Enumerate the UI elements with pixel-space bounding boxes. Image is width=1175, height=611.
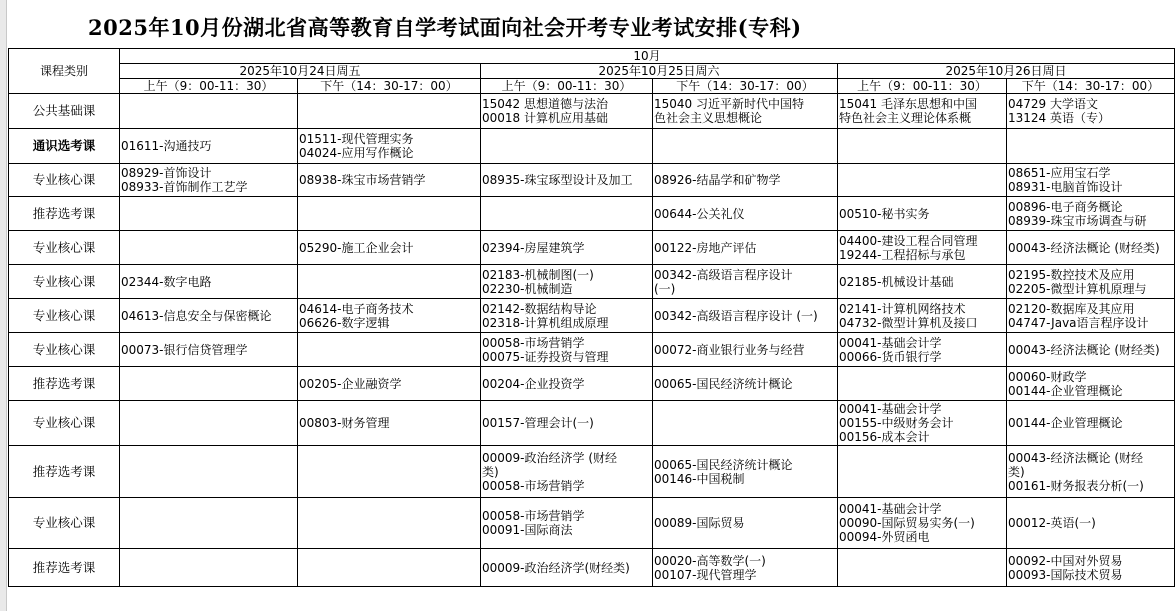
course-entry: 02230-机械制造 [482, 281, 573, 296]
course-entry: 02394-房屋建筑学 [482, 240, 585, 255]
course-cell[interactable] [653, 299, 838, 333]
category-cell[interactable] [9, 129, 120, 164]
category-cell[interactable] [9, 231, 120, 265]
course-cell[interactable] [120, 164, 298, 197]
course-cell[interactable] [838, 367, 1007, 401]
course-entry: 02142-数据结构导论 [482, 301, 597, 316]
course-cell[interactable] [653, 197, 838, 231]
course-entry: 00043-经济法概论 (财经类) [1008, 342, 1160, 357]
course-cell[interactable] [298, 197, 481, 231]
course-cell[interactable] [1007, 197, 1175, 231]
course-cell[interactable] [1007, 94, 1175, 129]
session-header: 上午（9：00-11：30） [143, 79, 274, 93]
category-cell[interactable] [9, 265, 120, 299]
course-cell[interactable] [481, 549, 653, 587]
course-entry: 00041-基础会计学 [839, 335, 942, 350]
course-entry: 00122-房地产评估 [654, 240, 757, 255]
course-entry: 00041-基础会计学 [839, 402, 942, 416]
course-cell[interactable] [481, 197, 653, 231]
course-entry: 02205-微型计算机原理与 [1008, 281, 1147, 296]
course-entry: 00896-电子商务概论 [1008, 199, 1123, 214]
course-entry: 00342-高级语言程序设计 [654, 267, 793, 282]
course-entry: 00072-商业银行业务与经营 [654, 342, 805, 357]
course-entry: 04024-应用写作概论 [299, 146, 414, 160]
row-header-strip [0, 0, 7, 611]
course-cell[interactable] [481, 94, 653, 129]
table-row [9, 231, 1175, 265]
course-entry: 00041-基础会计学 [839, 502, 942, 516]
course-cell[interactable] [1007, 164, 1175, 197]
table-row [9, 164, 1175, 197]
table-row [9, 549, 1175, 587]
course-cell[interactable] [120, 265, 298, 299]
course-entry: 02183-机械制图(一) [482, 267, 594, 282]
category-cell[interactable] [9, 367, 120, 401]
course-entry: 00644-公关礼仪 [654, 206, 745, 221]
course-cell[interactable] [653, 164, 838, 197]
course-entry: 08929-首饰设计 [121, 166, 212, 180]
course-cell[interactable] [653, 498, 838, 549]
course-entry: 00009-政治经济学(财经类) [482, 560, 630, 575]
course-cell[interactable] [481, 299, 653, 333]
course-entry: 00161-财务报表分析(一) [1008, 478, 1144, 493]
course-entry: 00156-成本会计 [839, 430, 930, 444]
course-cell[interactable] [481, 367, 653, 401]
course-cell[interactable] [298, 401, 481, 446]
course-cell[interactable] [298, 498, 481, 549]
course-entry: 04732-微型计算机及接口 [839, 315, 978, 330]
course-entry: 00020-高等数学(一) [654, 553, 766, 568]
course-entry: 00144-企业管理概论 [1008, 416, 1123, 430]
month-header-cell[interactable] [120, 49, 1175, 64]
course-cell[interactable] [1007, 333, 1175, 367]
session-header-cell[interactable] [481, 79, 653, 94]
exam-schedule-table [8, 48, 1175, 587]
category-cell[interactable] [9, 498, 120, 549]
category-label: 推荐选考课 [32, 559, 96, 575]
course-cell[interactable] [481, 401, 653, 446]
course-cell[interactable] [653, 549, 838, 587]
course-cell[interactable] [653, 231, 838, 265]
course-entry: 类) [482, 464, 499, 479]
course-entry: 08938-珠宝市场营销学 [299, 173, 426, 187]
course-cell[interactable] [298, 265, 481, 299]
session-header-cell[interactable] [838, 79, 1007, 94]
course-entry: 00012-英语(一) [1008, 516, 1096, 530]
course-entry: 00065-国民经济统计概论 [654, 457, 793, 472]
day-header-cell[interactable] [120, 64, 481, 79]
course-entry: 00093-国际技术贸易 [1008, 567, 1123, 582]
category-header: 课程类别 [39, 64, 88, 78]
table-row [9, 197, 1175, 231]
course-entry: 08926-结晶学和矿物学 [654, 173, 781, 187]
course-cell[interactable] [838, 549, 1007, 587]
course-cell[interactable] [653, 333, 838, 367]
course-entry: 04614-电子商务技术 [299, 301, 414, 316]
category-label: 专业核心课 [32, 273, 96, 289]
session-header-cell[interactable] [298, 79, 481, 94]
course-entry: 00205-企业融资学 [299, 376, 402, 391]
course-entry: 00090-国际贸易实务(一) [839, 516, 975, 530]
course-entry: 00043-经济法概论 (财经 [1008, 450, 1144, 465]
course-entry: 05290-施工企业会计 [299, 240, 414, 255]
course-cell[interactable] [120, 549, 298, 587]
course-entry: 04729 大学语文 [1008, 97, 1098, 111]
course-entry: 00058-市场营销学 [482, 478, 585, 493]
course-cell[interactable] [120, 367, 298, 401]
table-row [9, 265, 1175, 299]
course-cell[interactable] [838, 446, 1007, 498]
session-header: 下午（14：30-17：00） [320, 79, 458, 93]
category-cell[interactable] [9, 164, 120, 197]
course-entry: 00089-国际贸易 [654, 516, 745, 530]
day-header-cell[interactable] [838, 64, 1175, 79]
day-header: 2025年10月25日周六 [598, 64, 720, 78]
course-cell[interactable] [838, 265, 1007, 299]
course-entry: 00060-财政学 [1008, 369, 1087, 384]
course-cell[interactable] [298, 164, 481, 197]
course-cell[interactable] [481, 164, 653, 197]
course-cell[interactable] [1007, 401, 1175, 446]
table-row [9, 299, 1175, 333]
table-row [9, 129, 1175, 164]
course-entry: 00058-市场营销学 [482, 509, 585, 523]
course-cell[interactable] [653, 367, 838, 401]
title-row[interactable] [8, 0, 1174, 49]
course-cell[interactable] [1007, 367, 1175, 401]
table-row [9, 333, 1175, 367]
category-cell[interactable] [9, 94, 120, 129]
course-entry: 色社会主义思想概论 [654, 111, 763, 125]
course-entry: 15041 毛泽东思想和中国 [839, 97, 977, 111]
course-cell[interactable] [298, 299, 481, 333]
course-entry: 00107-现代管理学 [654, 567, 757, 582]
course-entry: 04747-Java语言程序设计 [1008, 315, 1149, 330]
course-cell[interactable] [120, 498, 298, 549]
session-header: 上午（9：00-11：30） [501, 79, 632, 93]
course-entry: 00510-秘书实务 [839, 206, 930, 221]
course-cell[interactable] [838, 129, 1007, 164]
category-cell[interactable] [9, 549, 120, 587]
course-cell[interactable] [481, 498, 653, 549]
session-header-cell[interactable] [1007, 79, 1175, 94]
course-entry: 15040 习近平新时代中国特 [654, 97, 804, 111]
course-entry: 00043-经济法概论 (财经类) [1008, 240, 1160, 255]
course-cell[interactable] [120, 401, 298, 446]
course-entry: 00058-市场营销学 [482, 335, 585, 350]
course-cell[interactable] [120, 231, 298, 265]
course-cell[interactable] [120, 129, 298, 164]
course-cell[interactable] [298, 333, 481, 367]
course-entry: 00018 计算机应用基础 [482, 111, 608, 125]
course-entry: 04400-建设工程合同管理 [839, 233, 978, 248]
course-cell[interactable] [838, 94, 1007, 129]
category-cell[interactable] [9, 197, 120, 231]
course-entry: 00803-财务管理 [299, 416, 390, 430]
table-row [9, 367, 1175, 401]
course-entry: 02318-计算机组成原理 [482, 315, 609, 330]
course-cell[interactable] [838, 164, 1007, 197]
course-entry: 00091-国际商法 [482, 523, 573, 537]
table-row [9, 498, 1175, 549]
course-cell[interactable] [298, 231, 481, 265]
course-cell[interactable] [653, 94, 838, 129]
course-entry: 00342-高级语言程序设计 (一) [654, 308, 818, 323]
category-label: 通识选考课 [32, 138, 96, 153]
table-row [9, 401, 1175, 446]
course-entry: 02141-计算机网络技术 [839, 301, 966, 316]
course-cell[interactable] [1007, 498, 1175, 549]
table-row [9, 446, 1175, 498]
course-cell[interactable] [481, 129, 653, 164]
schedule-body [9, 94, 1175, 587]
session-header-cell[interactable] [120, 79, 298, 94]
course-entry: 01611-沟通技巧 [121, 139, 212, 153]
course-cell[interactable] [298, 549, 481, 587]
course-cell[interactable] [298, 367, 481, 401]
course-cell[interactable] [120, 446, 298, 498]
course-cell[interactable] [653, 129, 838, 164]
course-entry: 08931-电脑首饰设计 [1008, 180, 1123, 194]
category-cell[interactable] [9, 333, 120, 367]
course-entry: 00065-国民经济统计概论 [654, 376, 793, 391]
course-entry: 02185-机械设计基础 [839, 274, 954, 289]
category-label: 专业核心课 [32, 341, 96, 357]
course-entry: 00144-企业管理概论 [1008, 383, 1123, 398]
course-entry: 02195-数控技术及应用 [1008, 267, 1135, 282]
course-cell[interactable] [653, 446, 838, 498]
month-header: 10月 [633, 49, 661, 63]
course-entry: 08939-珠宝市场调查与研 [1008, 213, 1147, 228]
course-cell[interactable] [1007, 299, 1175, 333]
course-entry: 15042 思想道德与法治 [482, 97, 608, 111]
course-cell[interactable] [1007, 129, 1175, 164]
course-entry: 00155-中级财务会计 [839, 416, 954, 430]
course-entry: 13124 英语（专） [1008, 111, 1110, 125]
course-entry: 00157-管理会计(一) [482, 416, 594, 430]
course-cell[interactable] [838, 333, 1007, 367]
course-entry: 02120-数据库及其应用 [1008, 301, 1135, 316]
category-label: 推荐选考课 [32, 205, 96, 221]
course-cell[interactable] [1007, 446, 1175, 498]
table-row [9, 94, 1175, 129]
course-cell[interactable] [120, 333, 298, 367]
day-header: 2025年10月26日周日 [945, 64, 1067, 78]
category-cell[interactable] [9, 299, 120, 333]
category-label: 公共基础课 [32, 103, 96, 118]
course-cell[interactable] [481, 265, 653, 299]
course-entry: 00092-中国对外贸易 [1008, 553, 1123, 568]
course-cell[interactable] [298, 446, 481, 498]
course-entry: 00204-企业投资学 [482, 376, 585, 391]
course-entry: 00066-货币银行学 [839, 349, 942, 364]
course-cell[interactable] [120, 197, 298, 231]
course-cell[interactable] [298, 94, 481, 129]
course-cell[interactable] [481, 231, 653, 265]
day-header-cell[interactable] [481, 64, 838, 79]
course-cell[interactable] [481, 446, 653, 498]
course-entry: 19244-工程招标与承包 [839, 247, 966, 262]
course-entry: 00009-政治经济学 (财经 [482, 450, 618, 465]
course-cell[interactable] [481, 333, 653, 367]
course-cell[interactable] [298, 129, 481, 164]
category-label: 推荐选考课 [32, 375, 96, 391]
session-header-cell[interactable] [653, 79, 838, 94]
course-cell[interactable] [838, 231, 1007, 265]
course-cell[interactable] [1007, 549, 1175, 587]
course-cell[interactable] [653, 265, 838, 299]
category-cell[interactable] [9, 446, 120, 498]
course-entry: 00073-银行信贷管理学 [121, 342, 248, 357]
category-header-cell[interactable] [9, 49, 120, 94]
course-entry: 00094-外贸函电 [839, 530, 930, 544]
course-entry: (一) [654, 281, 676, 296]
course-entry: 特色社会主义理论体系概 [839, 111, 972, 125]
category-label: 推荐选考课 [32, 463, 96, 479]
course-cell[interactable] [1007, 265, 1175, 299]
category-label: 专业核心课 [32, 307, 96, 323]
course-cell[interactable] [120, 94, 298, 129]
session-header: 上午（9：00-11：30） [857, 79, 987, 93]
category-label: 专业核心课 [32, 415, 96, 430]
course-cell[interactable] [1007, 231, 1175, 265]
course-entry: 01511-现代管理实务 [299, 132, 414, 146]
course-entry: 00146-中国税制 [654, 471, 745, 486]
course-cell[interactable] [838, 401, 1007, 446]
course-cell[interactable] [120, 299, 298, 333]
course-entry: 06626-数字逻辑 [299, 315, 390, 330]
course-entry: 00075-证券投资与管理 [482, 349, 609, 364]
day-header: 2025年10月24日周五 [239, 64, 361, 78]
course-cell[interactable] [838, 498, 1007, 549]
category-label: 专业核心课 [32, 172, 96, 187]
category-cell[interactable] [9, 401, 120, 446]
course-entry: 02344-数字电路 [121, 274, 212, 289]
course-entry: 08933-首饰制作工艺学 [121, 180, 248, 194]
course-cell[interactable] [838, 299, 1007, 333]
category-label: 专业核心课 [32, 515, 96, 530]
session-header: 下午（14：30-17：00） [1021, 79, 1160, 93]
category-label: 专业核心课 [32, 239, 96, 255]
course-entry: 08935-珠宝琢型设计及加工 [482, 173, 633, 187]
course-entry: 04613-信息安全与保密概论 [121, 308, 272, 323]
session-header: 下午（14：30-17：00） [676, 79, 814, 93]
course-cell[interactable] [653, 401, 838, 446]
page-title: 2025年10月份湖北省高等教育自学考试面向社会开考专业考试安排(专科) [88, 15, 802, 40]
course-cell[interactable] [838, 197, 1007, 231]
course-entry: 类) [1008, 464, 1025, 479]
course-entry: 08651-应用宝石学 [1008, 166, 1111, 180]
